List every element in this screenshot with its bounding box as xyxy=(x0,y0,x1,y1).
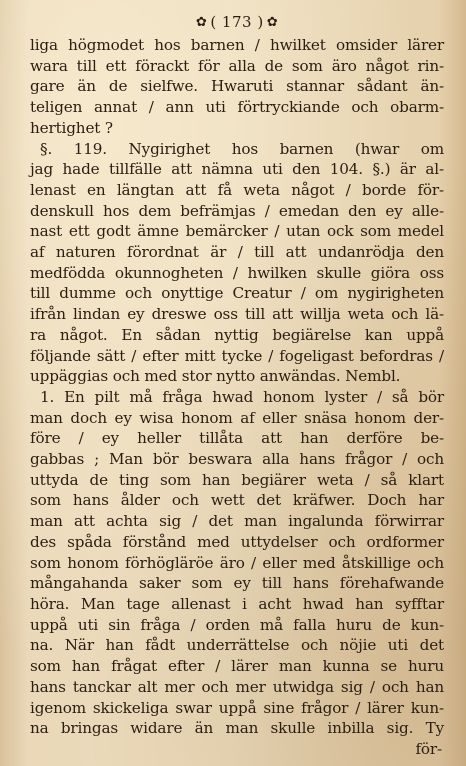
section-heading-line: §. 119. Nygirighet hos barnen (hwar om xyxy=(40,139,444,158)
text-line: lenast en längtan att få weta något / borde för- xyxy=(30,180,444,199)
page-header xyxy=(30,10,444,34)
text-line: igenom skickeliga swar uppå sine frågor / lärer kun- xyxy=(30,698,444,717)
text-line: wara till ett förackt för alla de som äro något rin- xyxy=(30,56,444,75)
catchword: för- xyxy=(415,739,442,758)
text-line: liga högmodet hos barnen / hwilket omsider lärer xyxy=(30,36,444,54)
text-line: gare än de sielfwe. Hwaruti stannar sådant än- xyxy=(30,77,444,96)
text-line: uppå uti sin fråga / orden må falla huru de kun- xyxy=(30,615,444,634)
text-line: teligen annat / ann uti förtryckiande och obarm- xyxy=(30,98,444,117)
text-line: man doch ey wisa honom af eller snäsa honom der- xyxy=(30,408,444,427)
text-line: ifrån lindan ey dreswe oss till att willja weta och lä- xyxy=(30,305,444,324)
text-line: höra. Man tage allenast i acht hwad han syfftar xyxy=(30,594,444,613)
flower-ornament-right-icon: ✿ xyxy=(266,14,279,30)
text-line: till dumme och onyttige Creatur / om nygirigheten xyxy=(30,284,444,303)
text-line: hans tanckar alt mer och mer utwidga sig / och han xyxy=(30,677,444,696)
text-line: des spåda förstånd med uttydelser och ordformer xyxy=(30,532,444,551)
text-line: som honom förhögläröe äro / eller med åtskillige och xyxy=(30,553,444,572)
page-number: ( 173 ) xyxy=(210,13,264,31)
text-line: som han frågat efter / lärer man kunna se huru xyxy=(30,657,444,676)
text-line: som hans ålder och wett det kräfwer. Doch har xyxy=(30,491,444,510)
text-line: före / ey heller tillåta att han derföre be- xyxy=(30,429,444,448)
text-line: man att achta sig / det man ingalunda förwirrar xyxy=(30,512,444,531)
text-line: na bringas widare än man skulle inbilla sig. Ty xyxy=(30,719,444,738)
text-line: af naturen förordnat är / till att undanrödja den xyxy=(30,243,444,262)
text-line: hertighet ? xyxy=(30,118,113,137)
text-line: följande sätt / efter mitt tycke / fogeligast befordras / xyxy=(30,346,444,365)
text-line: denskull hos dem befrämjas / emedan den ey alle- xyxy=(30,201,444,220)
text-line: nast ett godt ämne bemärcker / utan ock som medel xyxy=(30,222,444,241)
page-body-text xyxy=(30,35,444,760)
text-line: medfödda okunnogheten / hwilken skulle giöra oss xyxy=(30,263,444,282)
flower-ornament-left-icon: ✿ xyxy=(195,14,208,30)
text-line: uppäggias och med stor nytto anwändas. Nembl. xyxy=(30,367,401,386)
text-line: ra något. En sådan nyttig begiärelse kan uppå xyxy=(30,325,444,344)
text-line: gabbas ; Man bör beswara alla hans frågor / och xyxy=(30,450,444,469)
text-line: jag hade tillfälle att nämna uti den 104. §.) är al- xyxy=(30,160,444,179)
numbered-item-line: 1. En pilt må fråga hwad honom lyster / så bör xyxy=(40,387,444,406)
text-line: mångahanda saker som ey till hans förehafwande xyxy=(30,574,444,593)
text-line: na. När han fådt underrättelse och nöjie uti det xyxy=(30,636,444,655)
text-line: uttyda de ting som han begiärer weta / så klart xyxy=(30,470,444,489)
